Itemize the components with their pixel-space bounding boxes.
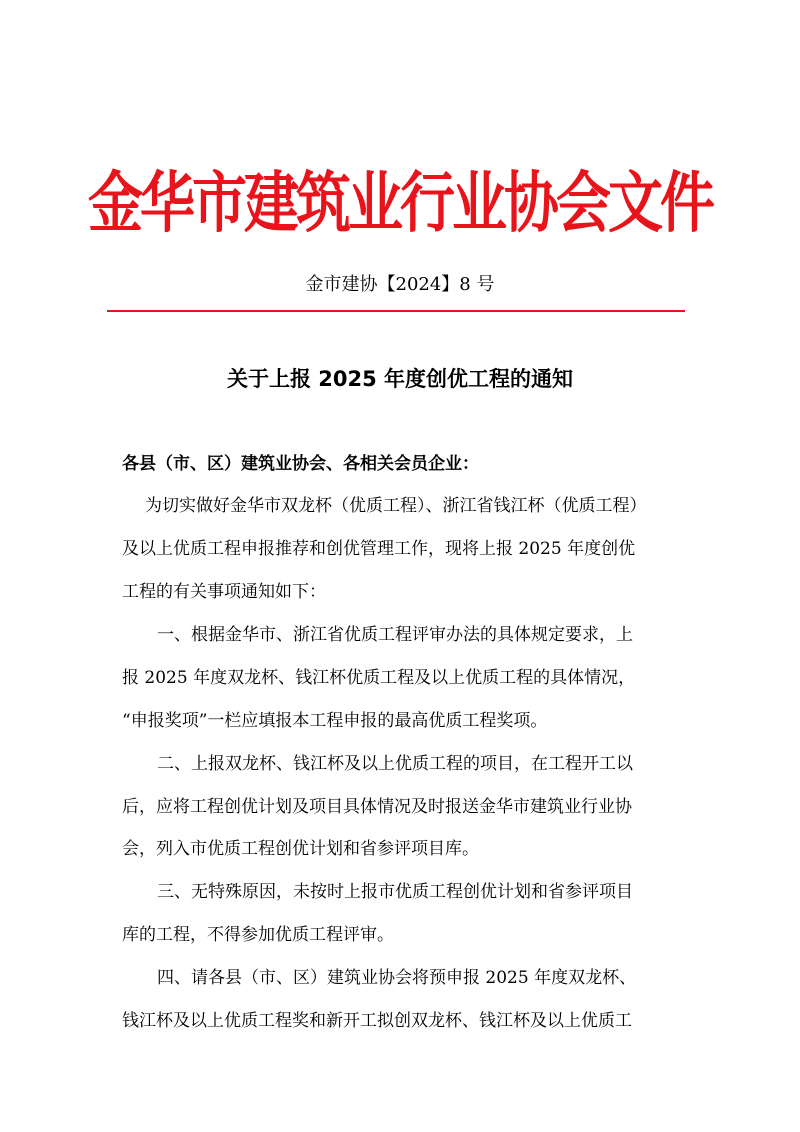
body-line: 三、无特殊原因，未按时上报市优质工程创优计划和省参评项目 bbox=[157, 882, 633, 902]
body-line: 四、请各县（市、区）建筑业协会将预申报 2025 年度双龙杯、 bbox=[157, 968, 637, 988]
body-line: 为切实做好金华市双龙杯（优质工程）、浙江省钱江杯（优质工程） bbox=[145, 496, 647, 516]
red-divider bbox=[107, 310, 685, 312]
body-line: “申报奖项”一栏应填报本工程申报的最高优质工程奖项。 bbox=[122, 711, 548, 731]
body-line: 二、上报双龙杯、钱江杯及以上优质工程的项目，在工程开工以 bbox=[157, 754, 633, 774]
body-line: 及以上优质工程申报推荐和创优管理工作，现将上报 2025 年度创优 bbox=[122, 539, 636, 559]
body-line: 库的工程，不得参加优质工程评审。 bbox=[122, 925, 394, 945]
notice-title: 关于上报 2025 年度创优工程的通知 bbox=[226, 367, 574, 391]
body-line: 会，列入市优质工程创优计划和省参评项目库。 bbox=[122, 839, 479, 859]
masthead-title: 金华市建筑业行业协会文件 bbox=[87, 164, 712, 242]
body-line: 工程的有关事项通知如下： bbox=[122, 582, 326, 602]
body-line: 钱江杯及以上优质工程奖和新开工拟创双龙杯、钱江杯及以上优质工 bbox=[122, 1011, 632, 1031]
salutation: 各县（市、区）建筑业协会、各相关会员企业： bbox=[122, 454, 479, 474]
body-line: 报 2025 年度双龙杯、钱江杯优质工程及以上优质工程的具体情况， bbox=[122, 668, 636, 688]
body-line: 后，应将工程创优计划及项目具体情况及时报送金华市建筑业行业协 bbox=[122, 797, 632, 817]
document-number: 金市建协【2024】8 号 bbox=[305, 274, 495, 295]
body-line: 一、根据金华市、浙江省优质工程评审办法的具体规定要求，上 bbox=[157, 625, 633, 645]
